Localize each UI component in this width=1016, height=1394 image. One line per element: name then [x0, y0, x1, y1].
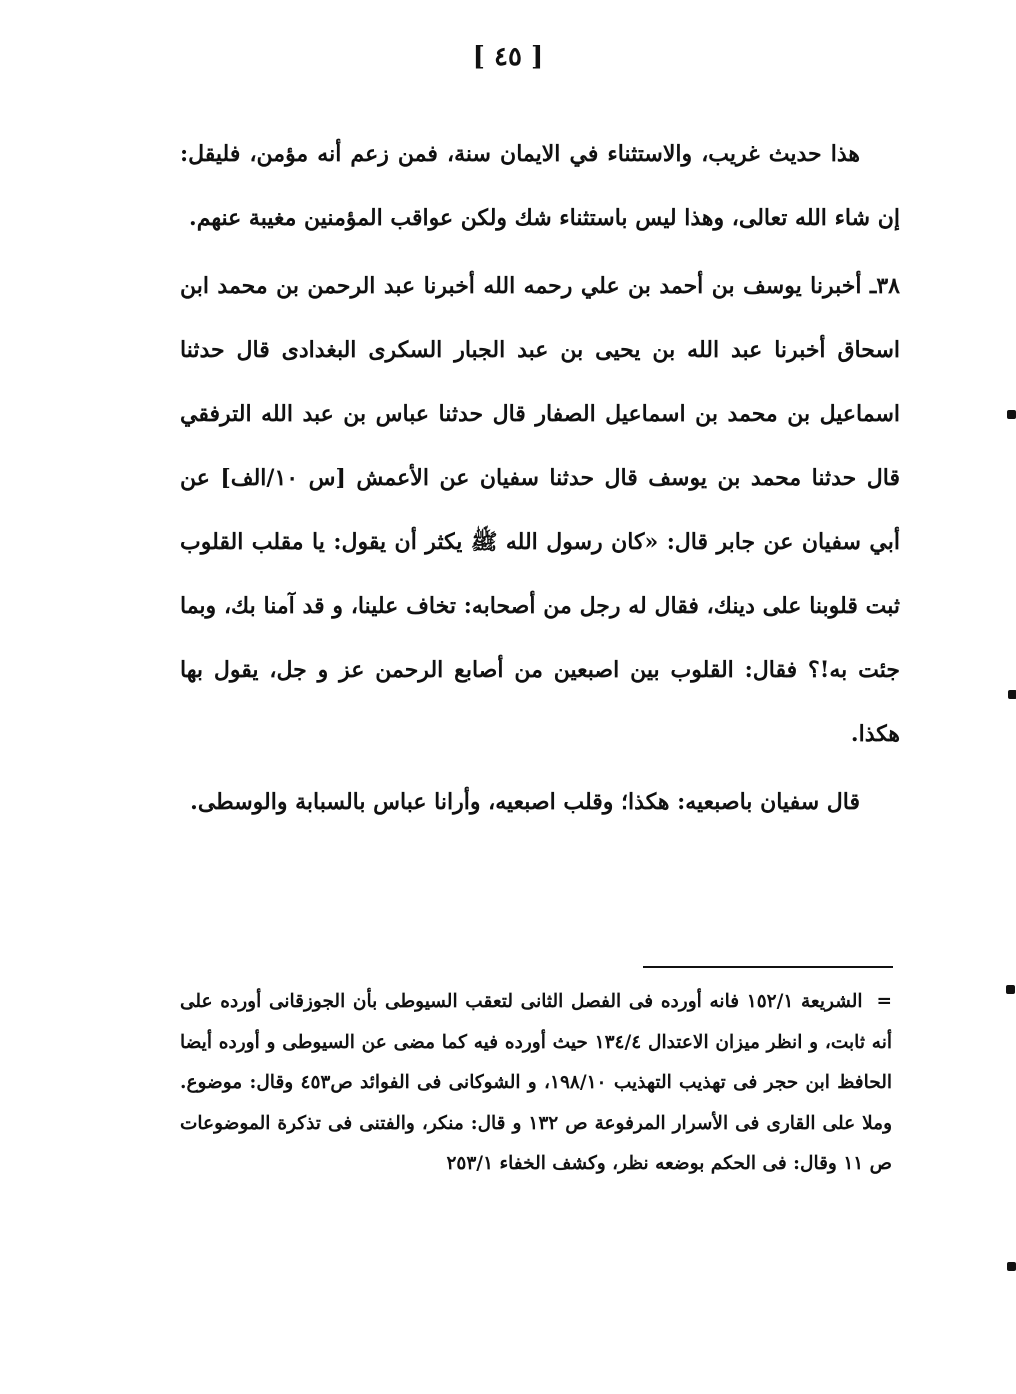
main-text: [180, 122, 900, 834]
footnote-block: [180, 982, 892, 1185]
margin-speck: [1008, 690, 1016, 699]
footnote-marker: =: [876, 991, 893, 1012]
footnote-text: الشريعة ١٥٢/١ فانه أورده فى الفصل الثانى لتعقب السيوطى بأن الجوزقانى أورده على أنه ثابت، و انظر ميزان الاعتدال ١٣٤/٤ حيث أورده فيه كما مضى عن السيوطى و أورده أيضا الحافظ ابن حجر فى تهذيب التهذيب ١٩٨/١٠، و الشوكانى فى الفوائد ص٤٥٣ وقال: موضوع. وملا على القارى فى الأسرار المرفوعة ص ١٣٢ و قال: منكر، والفتنى فى تذكرة الموضوعات ص ١١ وقال: فى الحكم بوضعه نظر، وكشف الخفاء ٢٥٣/١: [180, 991, 893, 1174]
paragraph-hadith-38: ٣٨ـ أخبرنا يوسف بن أحمد بن علي رحمه الله أخبرنا عبد الرحمن بن محمد ابن اسحاق أخبرنا عبد الله بن يحيى بن عبد الجبار السكرى البغدادى قال حدثنا اسماعيل بن محمد بن اسماعيل الصفار قال حدثنا عباس بن عبد الله الترفقي قال حدثنا محمد بن يوسف قال حدثنا سفيان عن الأعمش [س ١٠/الف] عن أبي سفيان عن جابر قال: «كان رسول الله ﷺ يكثر أن يقول: يا مقلب القلوب ثبت قلوبنا على دينك، فقال له رجل من أصحابه: تخاف علينا، و قد آمنا بك، وبما جئت به!؟ فقال: القلوب بين اصبعين من أصابع الرحمن عز و جل، يقول بها هكذا.: [180, 273, 900, 747]
paragraph-hadith-comment: هذا حديث غريب، والاستثناء في الايمان سنة، فمن زعم أنه مؤمن، فليقل: إن شاء الله تعالى، وهذا ليس باستثناء شك ولكن عواقب المؤمنين مغيبة عنهم.: [180, 141, 900, 231]
footnote-divider: [643, 966, 893, 968]
margin-speck: [1007, 410, 1016, 419]
page-number: [ ٤٥ ]: [472, 42, 544, 72]
margin-speck: [1006, 985, 1015, 994]
margin-speck: [1007, 1262, 1016, 1271]
paragraph-sufyan-comment: قال سفيان باصبعيه: هكذا؛ وقلب اصبعيه، وأرانا عباس بالسبابة والوسطى.: [190, 789, 860, 815]
